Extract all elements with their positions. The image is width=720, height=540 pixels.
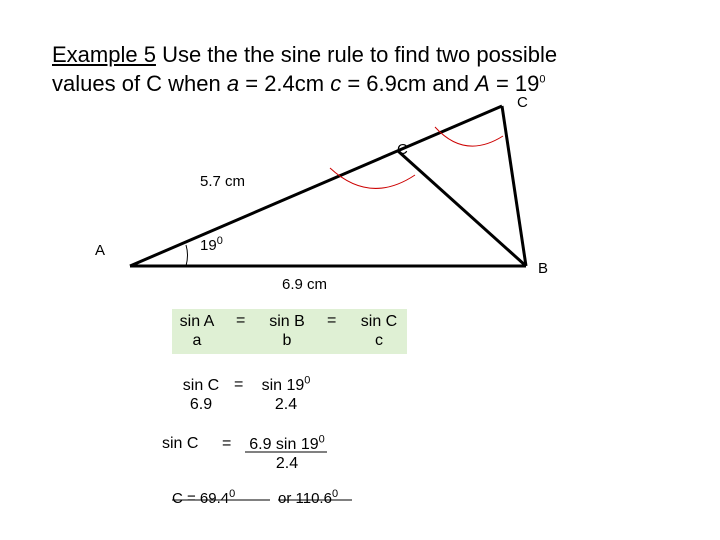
degree-sup: 0 xyxy=(539,73,546,86)
sine-rule-term-3 xyxy=(354,312,404,350)
step1-equals: = xyxy=(234,376,244,393)
vertex-C-outer-label: C xyxy=(517,94,528,111)
vertex-B-label: B xyxy=(538,260,549,277)
angle-arc-A xyxy=(186,245,188,266)
step2-rhs-denominator: 2.4 xyxy=(275,455,299,472)
term3-numerator: sin C xyxy=(360,313,398,330)
side-AC-label: 5.7 cm xyxy=(200,173,246,190)
term3-denominator: c xyxy=(375,332,383,349)
step2-equals: = xyxy=(222,435,232,452)
side-AC-outer xyxy=(130,106,502,266)
sine-rule-term-2 xyxy=(262,312,312,350)
side-AB-label: 6.9 cm xyxy=(282,276,328,293)
degree-sup: 0 xyxy=(304,374,311,387)
step2-rhs xyxy=(244,435,330,473)
a-value: = 2.4cm xyxy=(239,71,331,96)
angle-A-value: 19 xyxy=(200,237,217,254)
step1-rhs-numerator xyxy=(256,376,316,395)
c-value: = 6.9cm and xyxy=(341,71,476,96)
degree-sup: 0 xyxy=(229,488,236,500)
title-text-1: Use the the sine rule to find two possible xyxy=(155,42,558,67)
angle-arc-C2 xyxy=(330,168,415,188)
step1-lhs-denominator: 6.9 xyxy=(189,396,213,413)
answer-1 xyxy=(172,490,235,507)
var-c: c xyxy=(330,71,342,96)
step1-lhs xyxy=(175,376,227,414)
term2-numerator: sin B xyxy=(269,313,305,330)
step1-rhs-denominator: 2.4 xyxy=(274,396,298,413)
degree-sup: 0 xyxy=(216,235,223,247)
var-a: a xyxy=(226,71,240,96)
answer-2-text: or 110.6 xyxy=(278,490,332,507)
step2-lhs: sin C xyxy=(162,435,199,452)
sine-rule-equals-1: = xyxy=(236,312,246,329)
step2-rhs-numerator xyxy=(244,435,330,454)
A-value: = 19 xyxy=(489,71,540,96)
angle-A-label xyxy=(200,237,223,254)
term1-denominator: a xyxy=(192,332,202,349)
degree-sup: 0 xyxy=(331,488,339,500)
side-CB xyxy=(502,106,526,266)
step1-rhs xyxy=(256,376,316,414)
answer-2 xyxy=(278,490,338,507)
term1-numerator: sin A xyxy=(179,313,215,330)
sine-rule-equals-2: = xyxy=(327,312,337,329)
var-A: A xyxy=(475,71,490,96)
answer-1-text: C = 69.4 xyxy=(172,490,230,507)
degree-sup: 0 xyxy=(318,433,325,446)
step2-rhs-num-text: 6.9 sin 19 xyxy=(249,436,319,453)
title-text-2: values of C when xyxy=(52,71,227,96)
sine-rule-term-1 xyxy=(172,312,222,350)
vertex-A-label: A xyxy=(95,242,106,259)
term2-denominator: b xyxy=(282,332,292,349)
side-C2B xyxy=(398,151,526,266)
step1-rhs-num-text: sin 19 xyxy=(261,377,305,394)
vertex-C-inner-label: C xyxy=(397,141,408,158)
example-label: Example 5 xyxy=(52,42,156,67)
step1-lhs-numerator: sin C xyxy=(182,377,220,394)
